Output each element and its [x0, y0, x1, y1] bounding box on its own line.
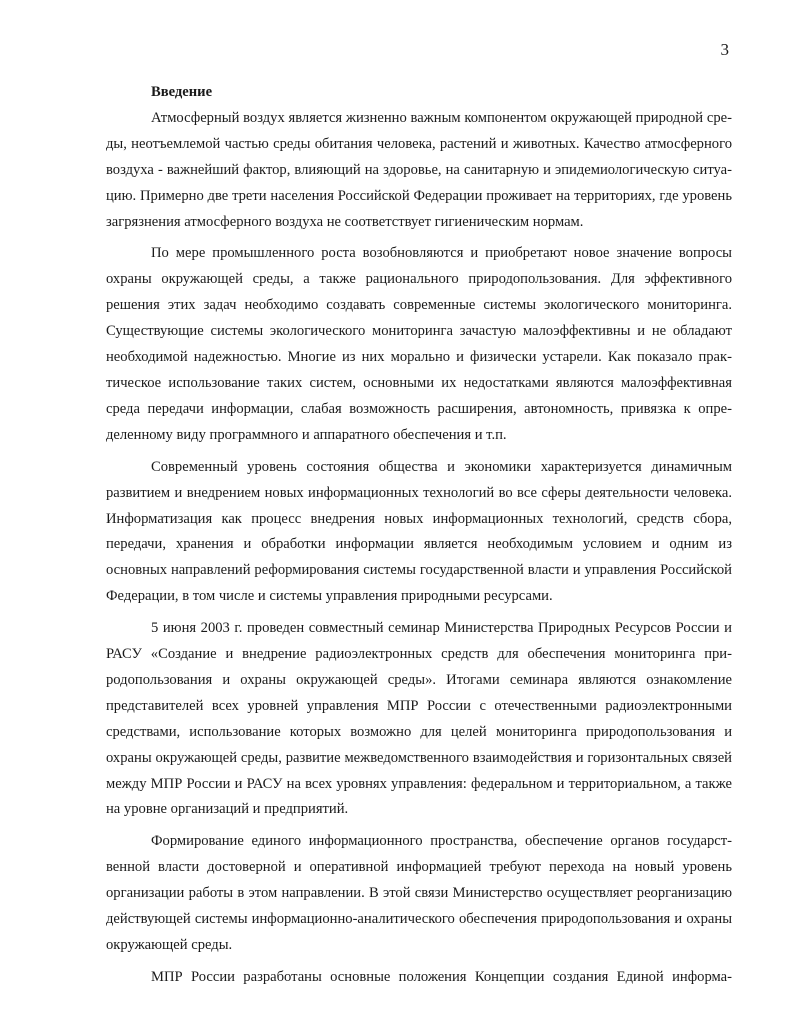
paragraph: 5 июня 2003 г. проведен совместный семинар Министерства Природных Ресурсов России и РАСУ «Создание и внедрение радиоэлектронных средств для обеспечения мониторинга природопользования и охраны окружающей среды». Итогами семинара являются ознакомление представителей всех уровней управления МПР России с отечественными радиоэлектронными средствами, использование которых возможно для целей мониторинга природопользования и охраны окружающей среды, развитие межведомственного взаимодействия и горизонтальных связей между МПР России и РАСУ на всех уровнях управления: федеральном и территориальном, а также на уровне организаций и предприятий.	[106, 620, 732, 818]
paragraph: Атмосферный воздух является жизненно важным компонентом окружающей природной среды, неотъемлемой частью среды обитания человека, растений и животных. Качество атмосферного воздуха - важнейший фактор, влияющий на здоровье, на санитарную и эпидемиологическую ситуацию. Примерно две трети населения Российской Федерации проживает на территориях, где уровень загрязнения атмосферного воздуха не соответствует гигиеническим нормам.	[106, 109, 732, 230]
paragraph: Современный уровень состояния общества и экономики характеризуется динамичным развитием и внедрением новых информационных технологий во все сферы деятельности человека. Информатизация как процесс внедрения новых информационных технологий, средств сбора, передачи, хранения и обработки информации является необходимым условием и одним из основных направлений реформирования системы государственной власти и управления Российской Федерации, в том числе и системы управления природными ресурсами.	[106, 458, 732, 605]
page-number: 3	[720, 40, 729, 59]
paragraph: Формирование единого информационного пространства, обеспечение органов государственной власти достоверной и оперативной информацией требуют перехода на новый уровень организации работы в этом направлении. В этой связи Министерство осуществляет реорганизацию действующей системы информационно-аналитического обеспечения природопользования и охраны окружающей среды.	[106, 833, 732, 953]
paragraph: МПР России разработаны основные положения Концепции создания Единой информа-	[151, 968, 732, 985]
paragraph: По мере промышленного роста возобновляются и приобретают новое значение вопросы охраны окружающей среды, а также рационального природопользования. Для эффективного решения этих задач необходимо создавать современные системы экологического мониторинга. Существующие системы экологического мониторинга зачастую малоэффективны и не обладают необходимой надежностью. Многие из них морально и физически устарели. Как показало практическое использование таких систем, основными их недостатками являются малоэффективная среда передачи информации, слабая возможность расширения, автономность, привязка к определенному виду программного и аппаратного обеспечения и т.п.	[106, 245, 732, 443]
section-heading: Введение	[151, 84, 213, 100]
document-body	[106, 80, 732, 991]
